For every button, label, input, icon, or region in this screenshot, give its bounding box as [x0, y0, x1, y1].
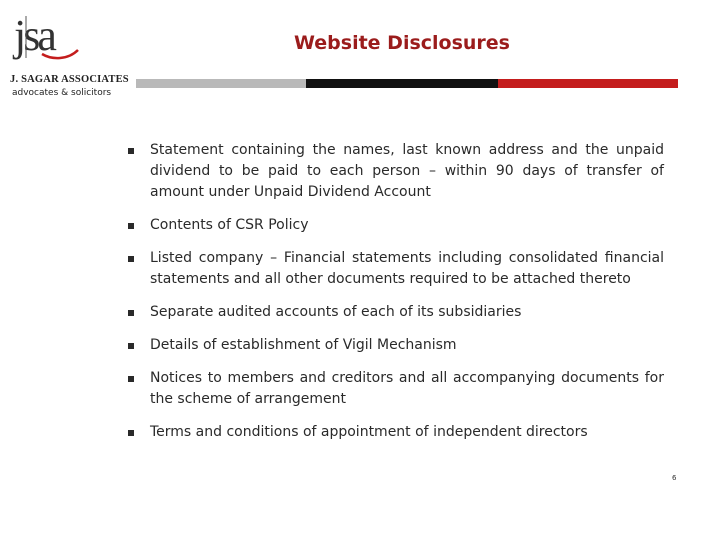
- bullet-square-icon: [128, 223, 134, 229]
- list-item-text: Notices to members and creditors and all accompanying documents for the scheme of arrangement: [150, 370, 664, 407]
- header-bar-black: [306, 79, 498, 88]
- list-item: [128, 335, 664, 356]
- logo-subtitle: advocates & solicitors: [12, 88, 112, 98]
- bullet-square-icon: [128, 376, 134, 382]
- firm-logo: [8, 10, 129, 98]
- list-item-text: Listed company – Financial statements including consolidated financial statements and all other documents required to be attached thereto: [150, 250, 664, 287]
- list-item-text: Separate audited accounts of each of its subsidiaries: [150, 304, 522, 320]
- bullet-square-icon: [128, 256, 134, 262]
- list-item-text: Contents of CSR Policy: [150, 217, 309, 233]
- page-title: Website Disclosures: [294, 32, 510, 54]
- list-item: [128, 368, 664, 410]
- jsa-logo-mark: [12, 10, 82, 66]
- bullet-square-icon: [128, 148, 134, 154]
- list-item: [128, 215, 664, 236]
- list-item-text: Details of establishment of Vigil Mechanism: [150, 337, 457, 353]
- list-item: [128, 248, 664, 290]
- list-item: [128, 302, 664, 323]
- disclosure-list: [128, 140, 664, 455]
- list-item-text: Statement containing the names, last known address and the unpaid dividend to be paid to each person – within 90 days of transfer of amount under Unpaid Dividend Account: [150, 142, 664, 200]
- header-bar-gray: [136, 79, 306, 88]
- logo-mark-text: jsa: [14, 11, 54, 60]
- bullet-square-icon: [128, 310, 134, 316]
- list-item: [128, 140, 664, 203]
- header-bar-red: [498, 79, 678, 88]
- bullet-square-icon: [128, 343, 134, 349]
- logo-firm-name: J. SAGAR ASSOCIATES: [10, 74, 129, 85]
- bullet-square-icon: [128, 430, 134, 436]
- list-item: [128, 422, 664, 443]
- page-number: 6: [672, 474, 677, 482]
- list-item-text: Terms and conditions of appointment of independent directors: [150, 424, 588, 440]
